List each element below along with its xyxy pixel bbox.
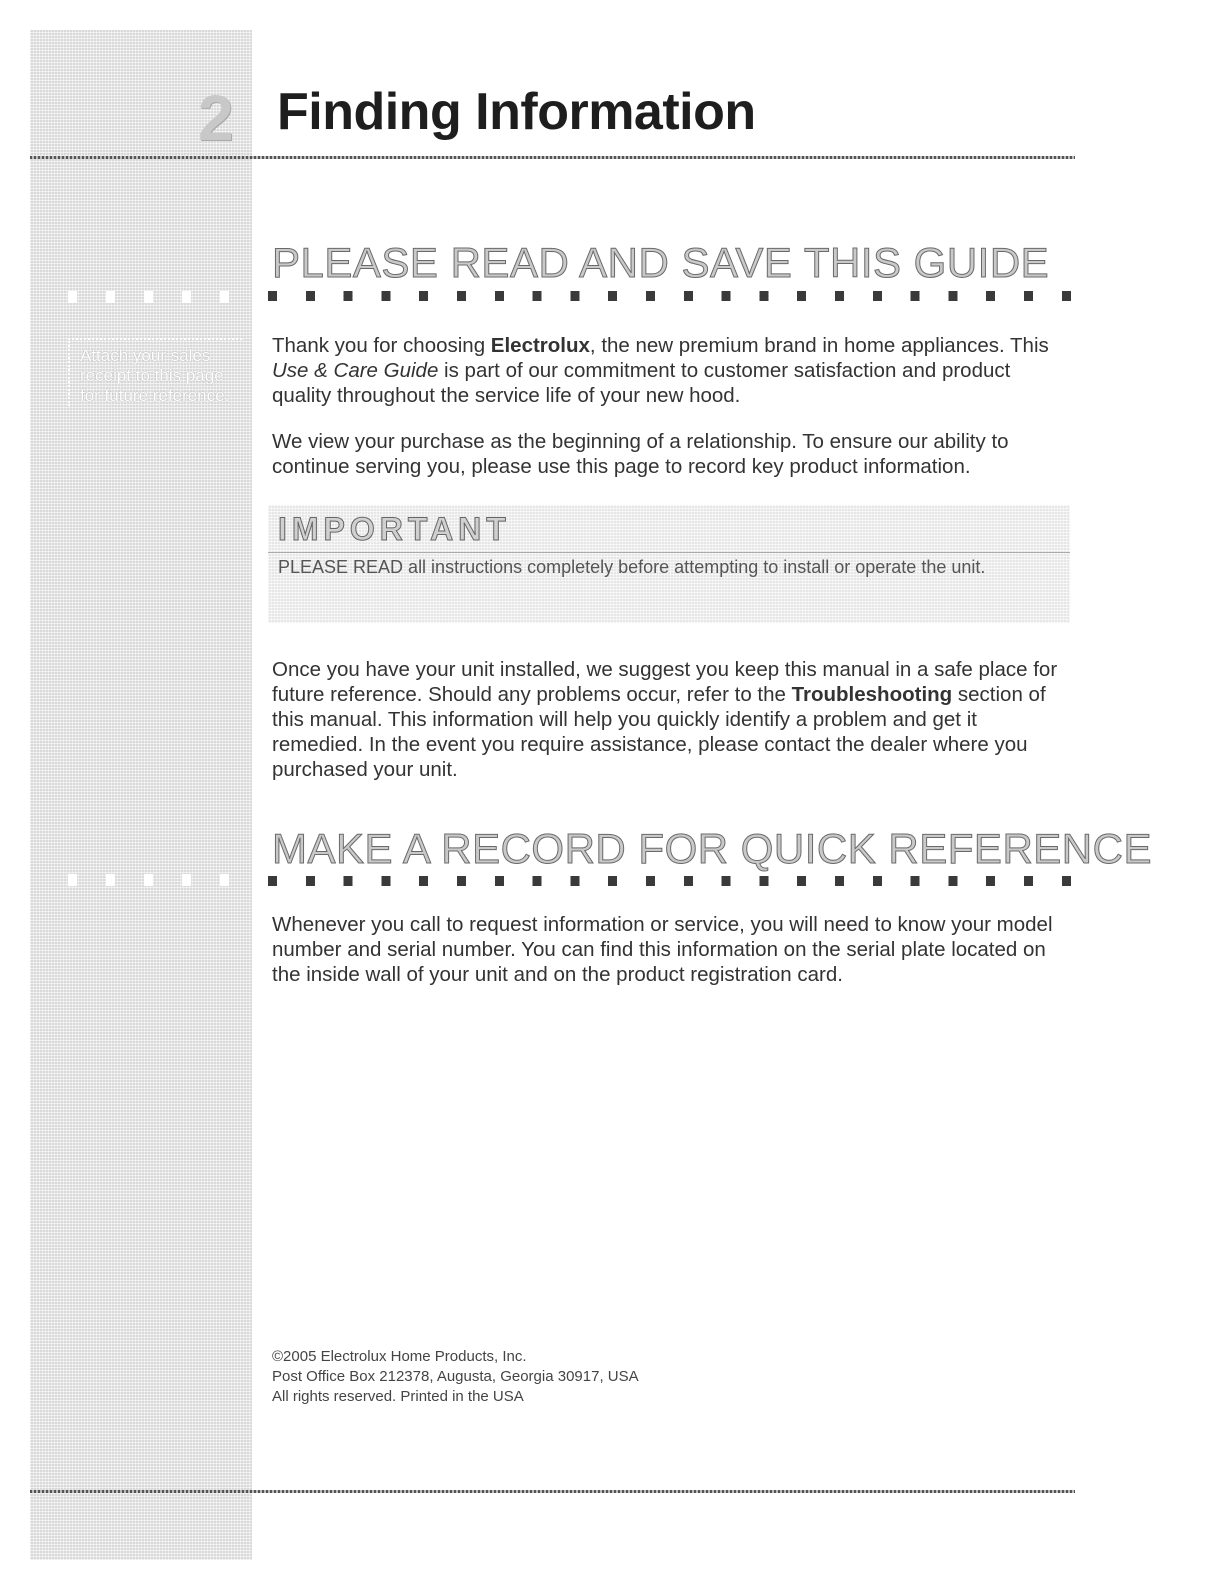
important-text: PLEASE READ all instructions completely before attempting to install or operate the unit. [278, 557, 986, 577]
header-rule [30, 156, 1075, 159]
copyright-line: ©2005 Electrolux Home Products, Inc. [272, 1348, 527, 1365]
guide-name: Use & Care Guide [272, 359, 439, 382]
important-title: IMPORTANT [278, 511, 511, 547]
sidebar-panel [30, 30, 252, 1560]
copyright-footer [272, 1347, 872, 1407]
section-heading-make-record: MAKE A RECORD FOR QUICK REFERENCE [272, 825, 1152, 872]
brand-name: Electrolux [490, 334, 590, 357]
page-title: Finding Information [277, 83, 756, 141]
important-divider [268, 552, 1070, 553]
sidebar-dot-row [68, 291, 238, 303]
intro-paragraph [272, 333, 1072, 408]
troubleshooting-text-start: Once you have your unit installed, we suggest you keep this manual in a safe place for future reference. Should any problems occur, refer to the [272, 658, 1058, 706]
troubleshooting-text-end: section of this manual. This information will help you quickly identify a problem and get it remedied. In the event you require assistance, please contact the dealer where you purchased your unit. [272, 683, 1046, 781]
troubleshooting-section-name: Troubleshooting [791, 683, 953, 706]
intro-text-middle: , the new premium brand in home appliances. This [589, 334, 1049, 357]
intro-text-end: is part of our commitment to customer satisfaction and product quality throughout the service life of your new hood. [272, 359, 1011, 407]
intro-text-start: Thank you for choosing [272, 334, 491, 357]
section-dot-divider [268, 876, 1078, 886]
troubleshooting-paragraph [272, 657, 1072, 782]
record-paragraph: Whenever you call to request information or service, you will need to know your model number and serial number. You can find this information on the serial plate located on the inside wall of your unit and on the product registration card. [272, 913, 1053, 986]
footer-rule [30, 1490, 1075, 1493]
sidebar-receipt-note: Attach your sales receipt to this page for future reference. [68, 338, 242, 406]
sidebar-dot-row [68, 874, 238, 886]
address-line: Post Office Box 212378, Augusta, Georgia 30917, USA [272, 1368, 639, 1385]
relationship-paragraph: We view your purchase as the beginning of a relationship. To ensure our ability to continue serving you, please use this page to record key product information. [272, 430, 1009, 478]
section-dot-divider [268, 291, 1078, 301]
chapter-number: 2 [198, 82, 234, 154]
important-notice-box [268, 505, 1070, 623]
section-heading-save-guide: PLEASE READ AND SAVE THIS GUIDE [272, 239, 1050, 286]
rights-line: All rights reserved. Printed in the USA [272, 1388, 524, 1405]
